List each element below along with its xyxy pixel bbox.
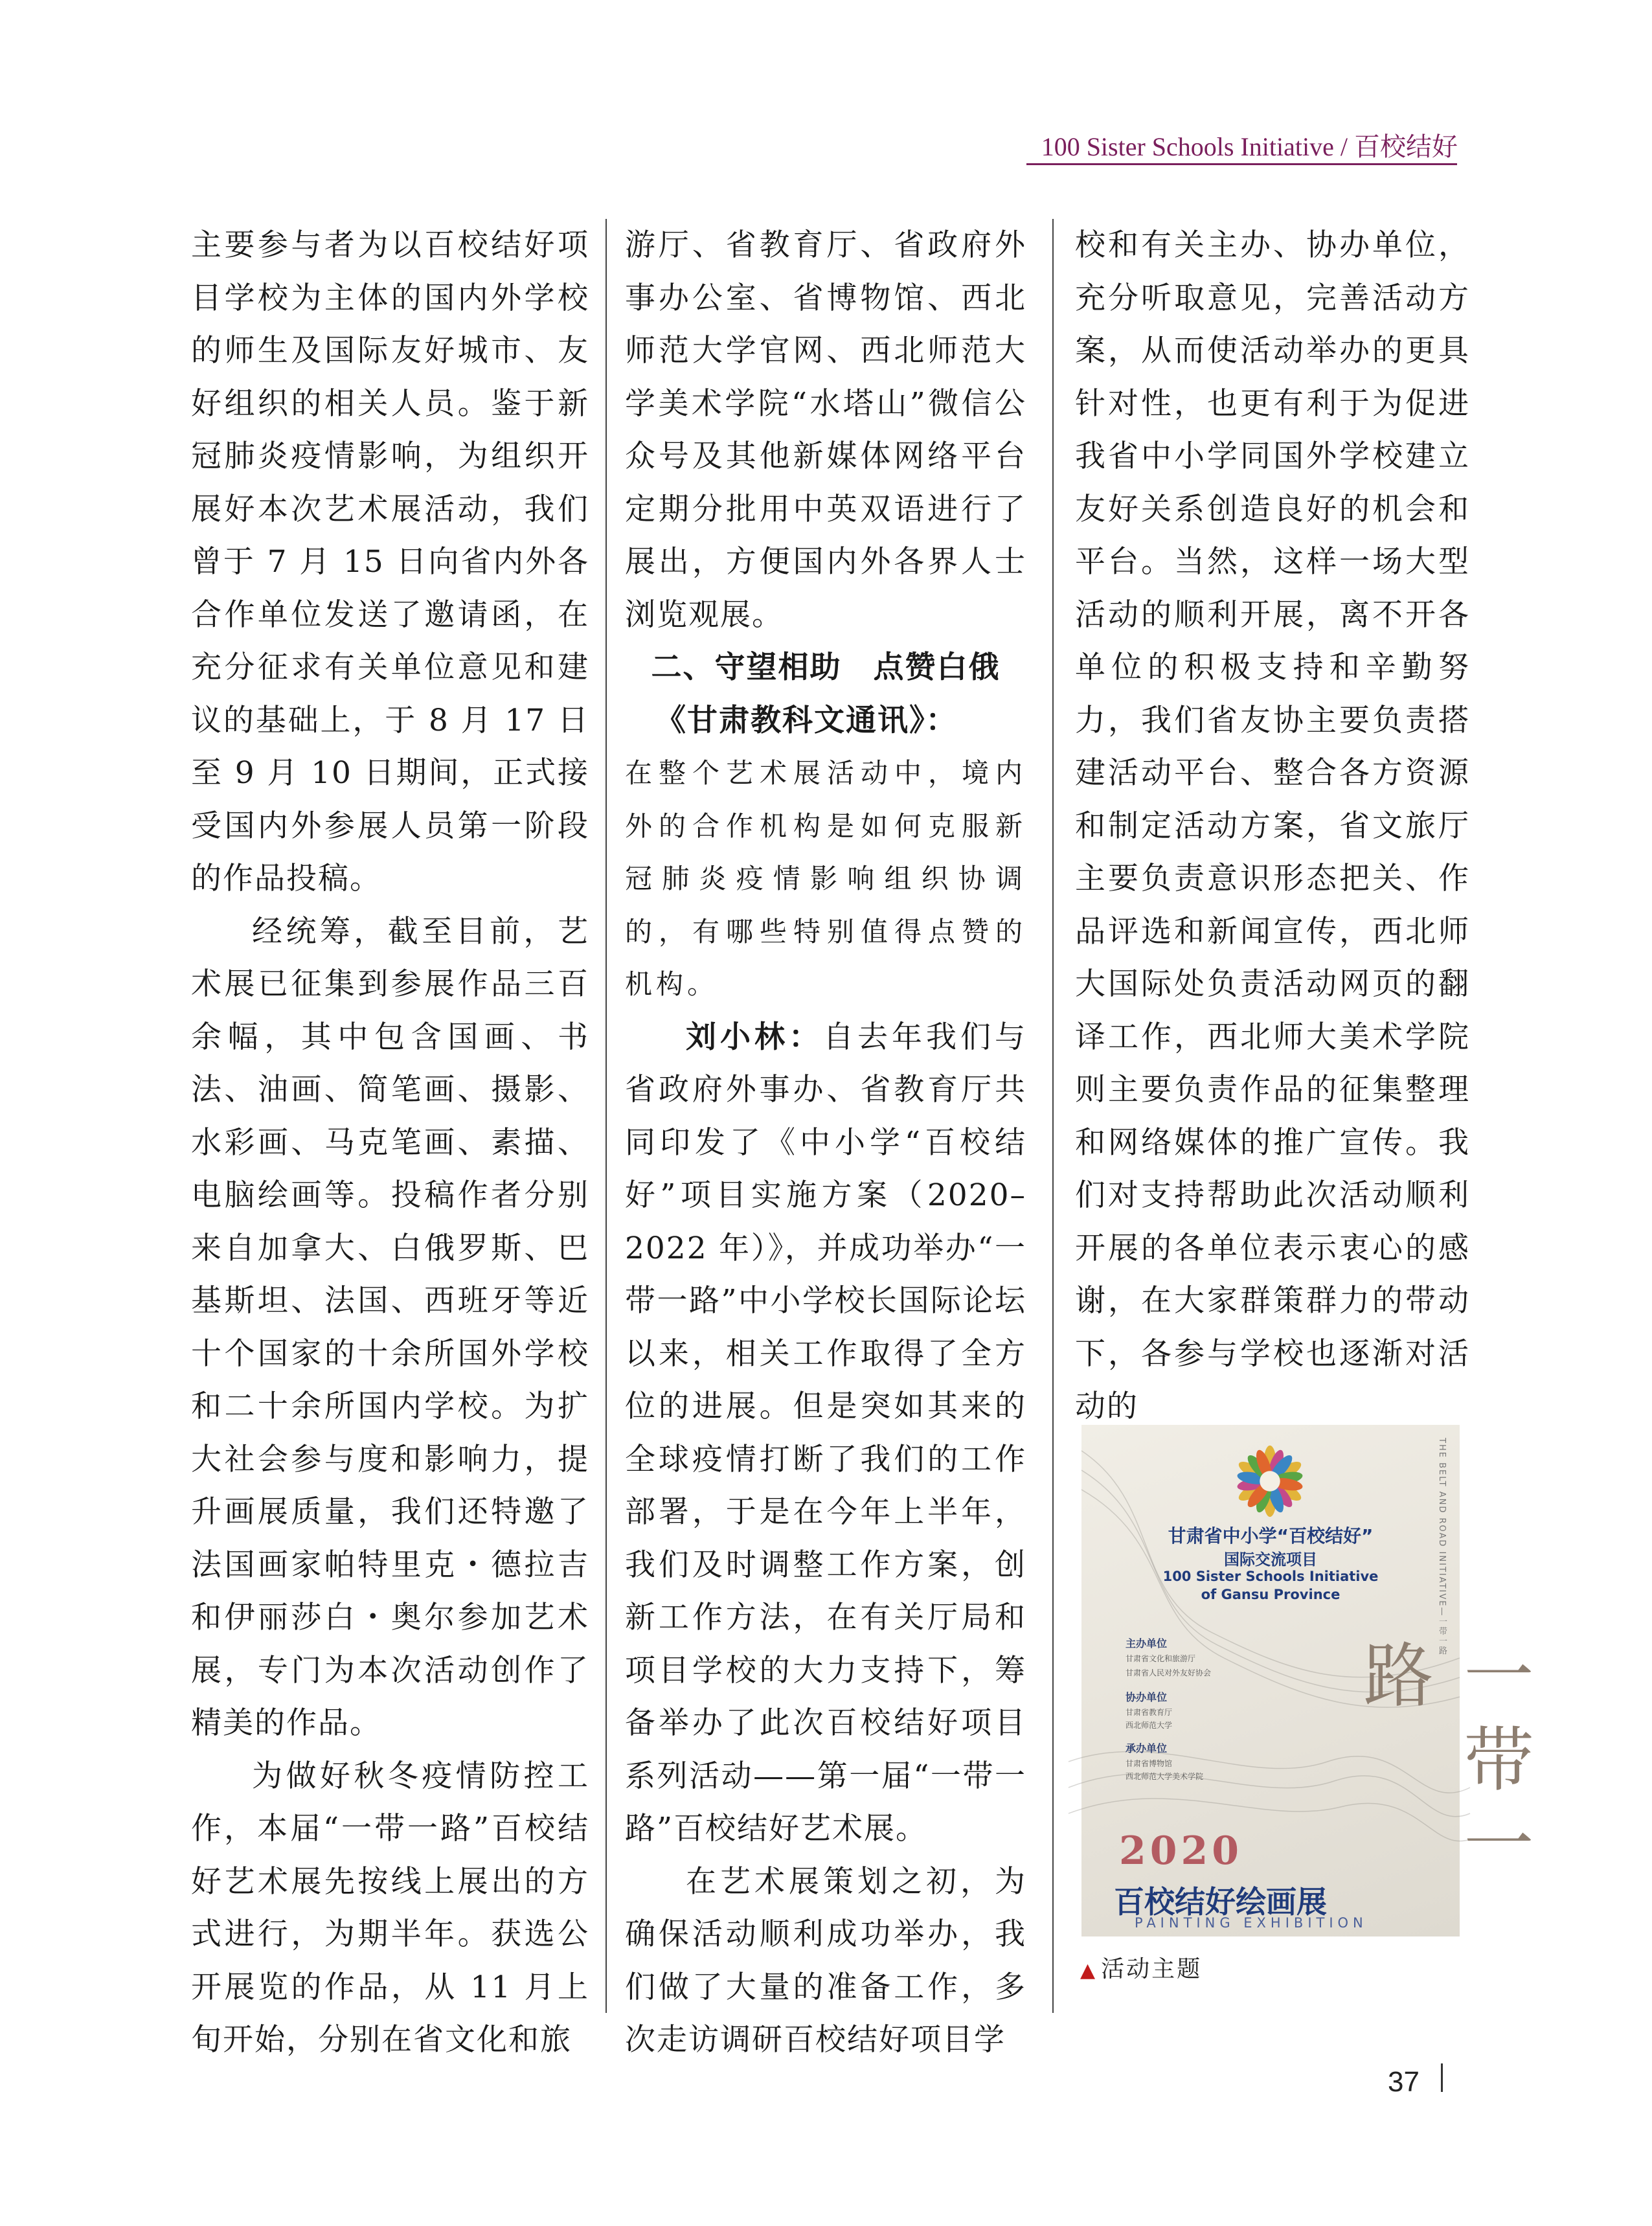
answer-text: 自去年我们与省政府外事办、省教育厅共同印发了《中小学“百校结好”项目实施方案（2020–2022 年）》，并成功举办“一带一路”中小学校长国际论坛以来，相关工作取得了全方位的进展。但是突如其来的全球疫情打断了我们的工作部署，于是在今年上半年，我们及时调整工作方案，创新工作方法，在有关厅局和项目学校的大力支持下，筹备举办了此次百校结好项目系列活动——第一届“一带一路”百校结好艺术展。 <box>625 1019 1026 1846</box>
paragraph: 为做好秋冬疫情防控工作，本届“一带一路”百校结好艺术展先按线上展出的方式进行，为期半年。获选公开展览的作品，从 11 月上旬开始，分别在省文化和旅 <box>191 1758 589 2058</box>
paragraph: 主要参与者为以百校结好项目学校为主体的国内外学校的师生及国际友好城市、友好组织的相关人员。鉴于新冠肺炎疫情影响，为组织开展好本次艺术展活动，我们曾于 7 月 15 日向省内外各合作单位发送了邀请函，在充分征求有关单位意见和建议的基础上，于 8 月 17 日至 9 月 10 日期间，正式接受国内外参展人员第一阶段的作品投稿。 <box>191 227 589 896</box>
poster-exhibition-title-en: PAINTING EXHIBITION <box>1135 1915 1368 1931</box>
poster-belt-road-calligraphy: 一带一路 <box>1352 1639 1533 1891</box>
poster-coorganizer-label: 协办单位 <box>1126 1691 1168 1703</box>
paragraph: 校和有关主办、协办单位，充分听取意见，完善活动方案，从而使活动举办的更具针对性，也更有利于为促进我省中小学同国外学校建立友好关系创造良好的机会和平台。当然，这样一场大型活动的顺利开展，离不开各单位的积极支持和辛勤努力，我们省友协主要负责搭建活动平台、整合各方资源和制定活动方案，省文旅厅主要负责意识形态把关、作品评选和新闻宣传，西北师大国际处负责活动网页的翻译工作，西北师大美术学院则主要负责作品的征集整理和网络媒体的推广宣传。我们对支持帮助此次活动顺利开展的各单位表示衷心的感谢，在大家群策群力的带动下，各参与学校也逐渐对活动的 <box>1075 227 1470 1424</box>
paragraph: 经统筹，截至目前，艺术展已征集到参展作品三百余幅，其中包含国画、书法、油画、简笔画、摄影、水彩画、马克笔画、素描、电脑绘画等。投稿作者分别来自加拿大、白俄罗斯、巴基斯坦、法国、西班牙等近十个国家的十余所国外学校和二十余所国内学校。为扩大社会参与度和影响力，提升画展质量，我们还特邀了法国画家帕特里克・德拉吉和伊丽莎白・奥尔参加艺术展，专门为本次活动创作了精美的作品。 <box>191 913 589 1741</box>
running-header: 100 Sister Schools Initiative / 百校结好 <box>1041 132 1458 161</box>
poster-side-text: THE BELT AND ROAD INITIATIVE—一带一路 <box>1437 1438 1447 1656</box>
sunflower-logo-icon <box>1232 1443 1308 1519</box>
text-column-2 <box>625 219 1026 2067</box>
poster-coorganizer-1: 甘肃省教育厅 <box>1126 1708 1173 1717</box>
poster-coorganizer-2: 西北师范大学 <box>1126 1721 1173 1730</box>
page-number: 37 <box>1388 2066 1420 2098</box>
text-column-1 <box>191 219 589 2067</box>
interviewer-label: 《甘肃教科文通讯》： <box>655 702 958 738</box>
poster-host-2: 甘肃省人民对外友好协会 <box>1126 1668 1212 1677</box>
image-caption <box>1080 1951 1202 1984</box>
column-divider <box>605 219 607 2013</box>
interview-question: 在整个艺术展活动中，境内外的合作机构是如何克服新冠肺炎疫情影响组织协调的，有哪些特别值得点赞的机构。 <box>625 757 1026 1000</box>
page-number-rule <box>1441 2063 1443 2092</box>
poster-host-label: 主办单位 <box>1126 1637 1168 1650</box>
triangle-marker-icon: ▲ <box>1080 1959 1098 1982</box>
paragraph: 在艺术展策划之初，为确保活动顺利成功举办，我们做了大量的准备工作，多次走访调研百校结好项目学 <box>625 1863 1026 2058</box>
poster-subtitle-cn: 国际交流项目 <box>1224 1550 1317 1569</box>
caption-text: 活动主题 <box>1101 1956 1203 1982</box>
column-divider <box>1052 219 1054 2013</box>
section-heading: 二、守望相助 点赞白俄 <box>651 650 1001 685</box>
poster-title-cn: 甘肃省中小学“百校结好” <box>1168 1525 1374 1547</box>
event-poster-image <box>1081 1425 1533 1936</box>
text-column-3 <box>1075 219 1470 1433</box>
poster-title-en-line2: of Gansu Province <box>1201 1587 1341 1602</box>
poster-host-1: 甘肃省文化和旅游厅 <box>1126 1654 1196 1663</box>
poster-exhibition-title: 百校结好绘画展 <box>1114 1885 1327 1920</box>
speaker-label: 刘小林： <box>686 1019 823 1055</box>
poster-undertaker-1: 甘肃省博物馆 <box>1126 1759 1173 1768</box>
poster-title-en: 100 Sister Schools Initiative <box>1162 1569 1379 1584</box>
poster-undertaker-2: 西北师范大学美术学院 <box>1126 1772 1204 1781</box>
poster-undertaker-label: 承办单位 <box>1126 1742 1168 1755</box>
poster-year: 2020 <box>1119 1828 1243 1874</box>
paragraph: 游厅、省教育厅、省政府外事办公室、省博物馆、西北师范大学官网、西北师范大学美术学院“水塔山”微信公众号及其他新媒体网络平台定期分批用中英双语进行了展出，方便国内外各界人士浏览观展。 <box>625 227 1026 633</box>
header-rule <box>1026 163 1457 165</box>
